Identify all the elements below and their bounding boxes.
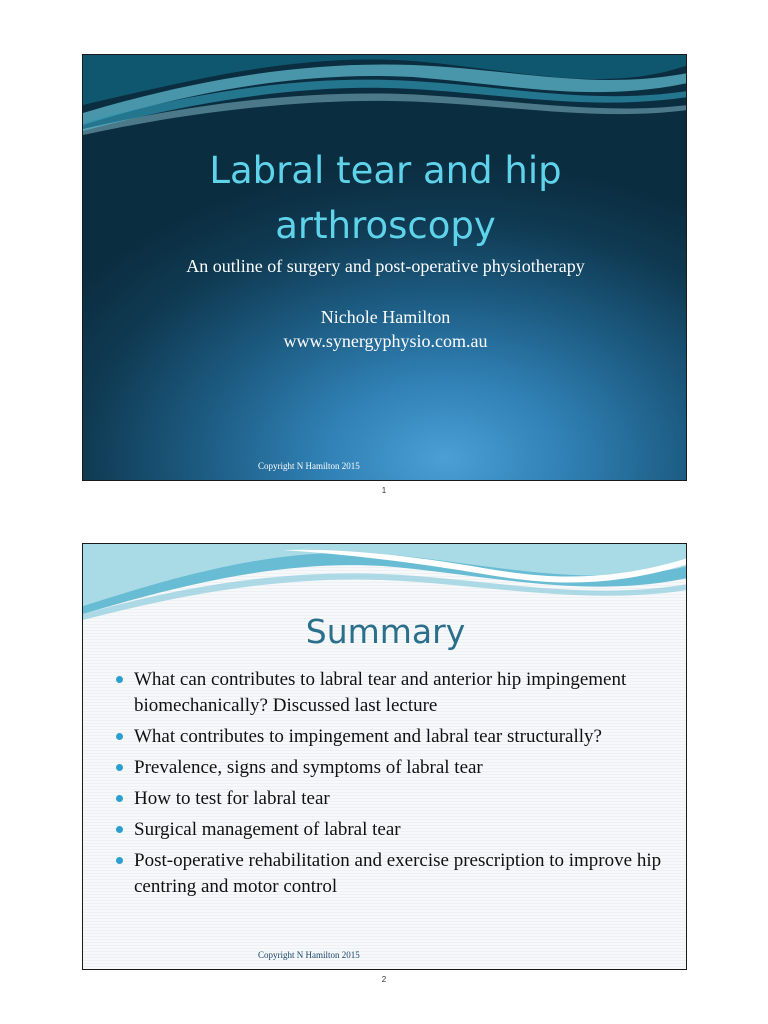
list-item: How to test for labral tear <box>115 786 675 812</box>
wave-decoration <box>83 55 687 145</box>
list-item: What can contributes to labral tear and anterior hip impingement biomechanically? Discussed last lecture <box>115 667 675 719</box>
copyright-text: Copyright N Hamilton 2015 <box>258 950 360 960</box>
bullet-icon <box>116 733 123 740</box>
bullet-icon <box>116 826 123 833</box>
list-item: Surgical management of labral tear <box>115 817 675 843</box>
bullet-icon <box>116 795 123 802</box>
page-number: 1 <box>381 486 387 495</box>
website-link[interactable]: www.synergyphysio.com.au <box>283 331 488 351</box>
summary-slide <box>82 543 687 970</box>
copyright-text: Copyright N Hamilton 2015 <box>258 461 360 471</box>
bullet-icon <box>116 676 123 683</box>
slide-title: Summary <box>305 612 466 651</box>
slide-title <box>83 143 687 253</box>
list-item: Post-operative rehabilitation and exercise prescription to improve hip centring and motor control <box>115 848 675 900</box>
bullet-icon <box>116 764 123 771</box>
author-name: Nichole Hamilton <box>320 307 451 327</box>
slide-subtitle: An outline of surgery and post-operative physiotherapy <box>186 256 585 276</box>
page-number: 2 <box>381 975 387 984</box>
bullet-icon <box>116 857 123 864</box>
list-item: Prevalence, signs and symptoms of labral tear <box>115 755 675 781</box>
title-slide <box>82 54 687 481</box>
title-line-1: Labral tear and hip <box>209 149 562 192</box>
title-line-2: arthroscopy <box>275 204 496 247</box>
list-item: What contributes to impingement and labral tear structurally? <box>115 724 675 750</box>
bullet-list <box>115 667 675 905</box>
